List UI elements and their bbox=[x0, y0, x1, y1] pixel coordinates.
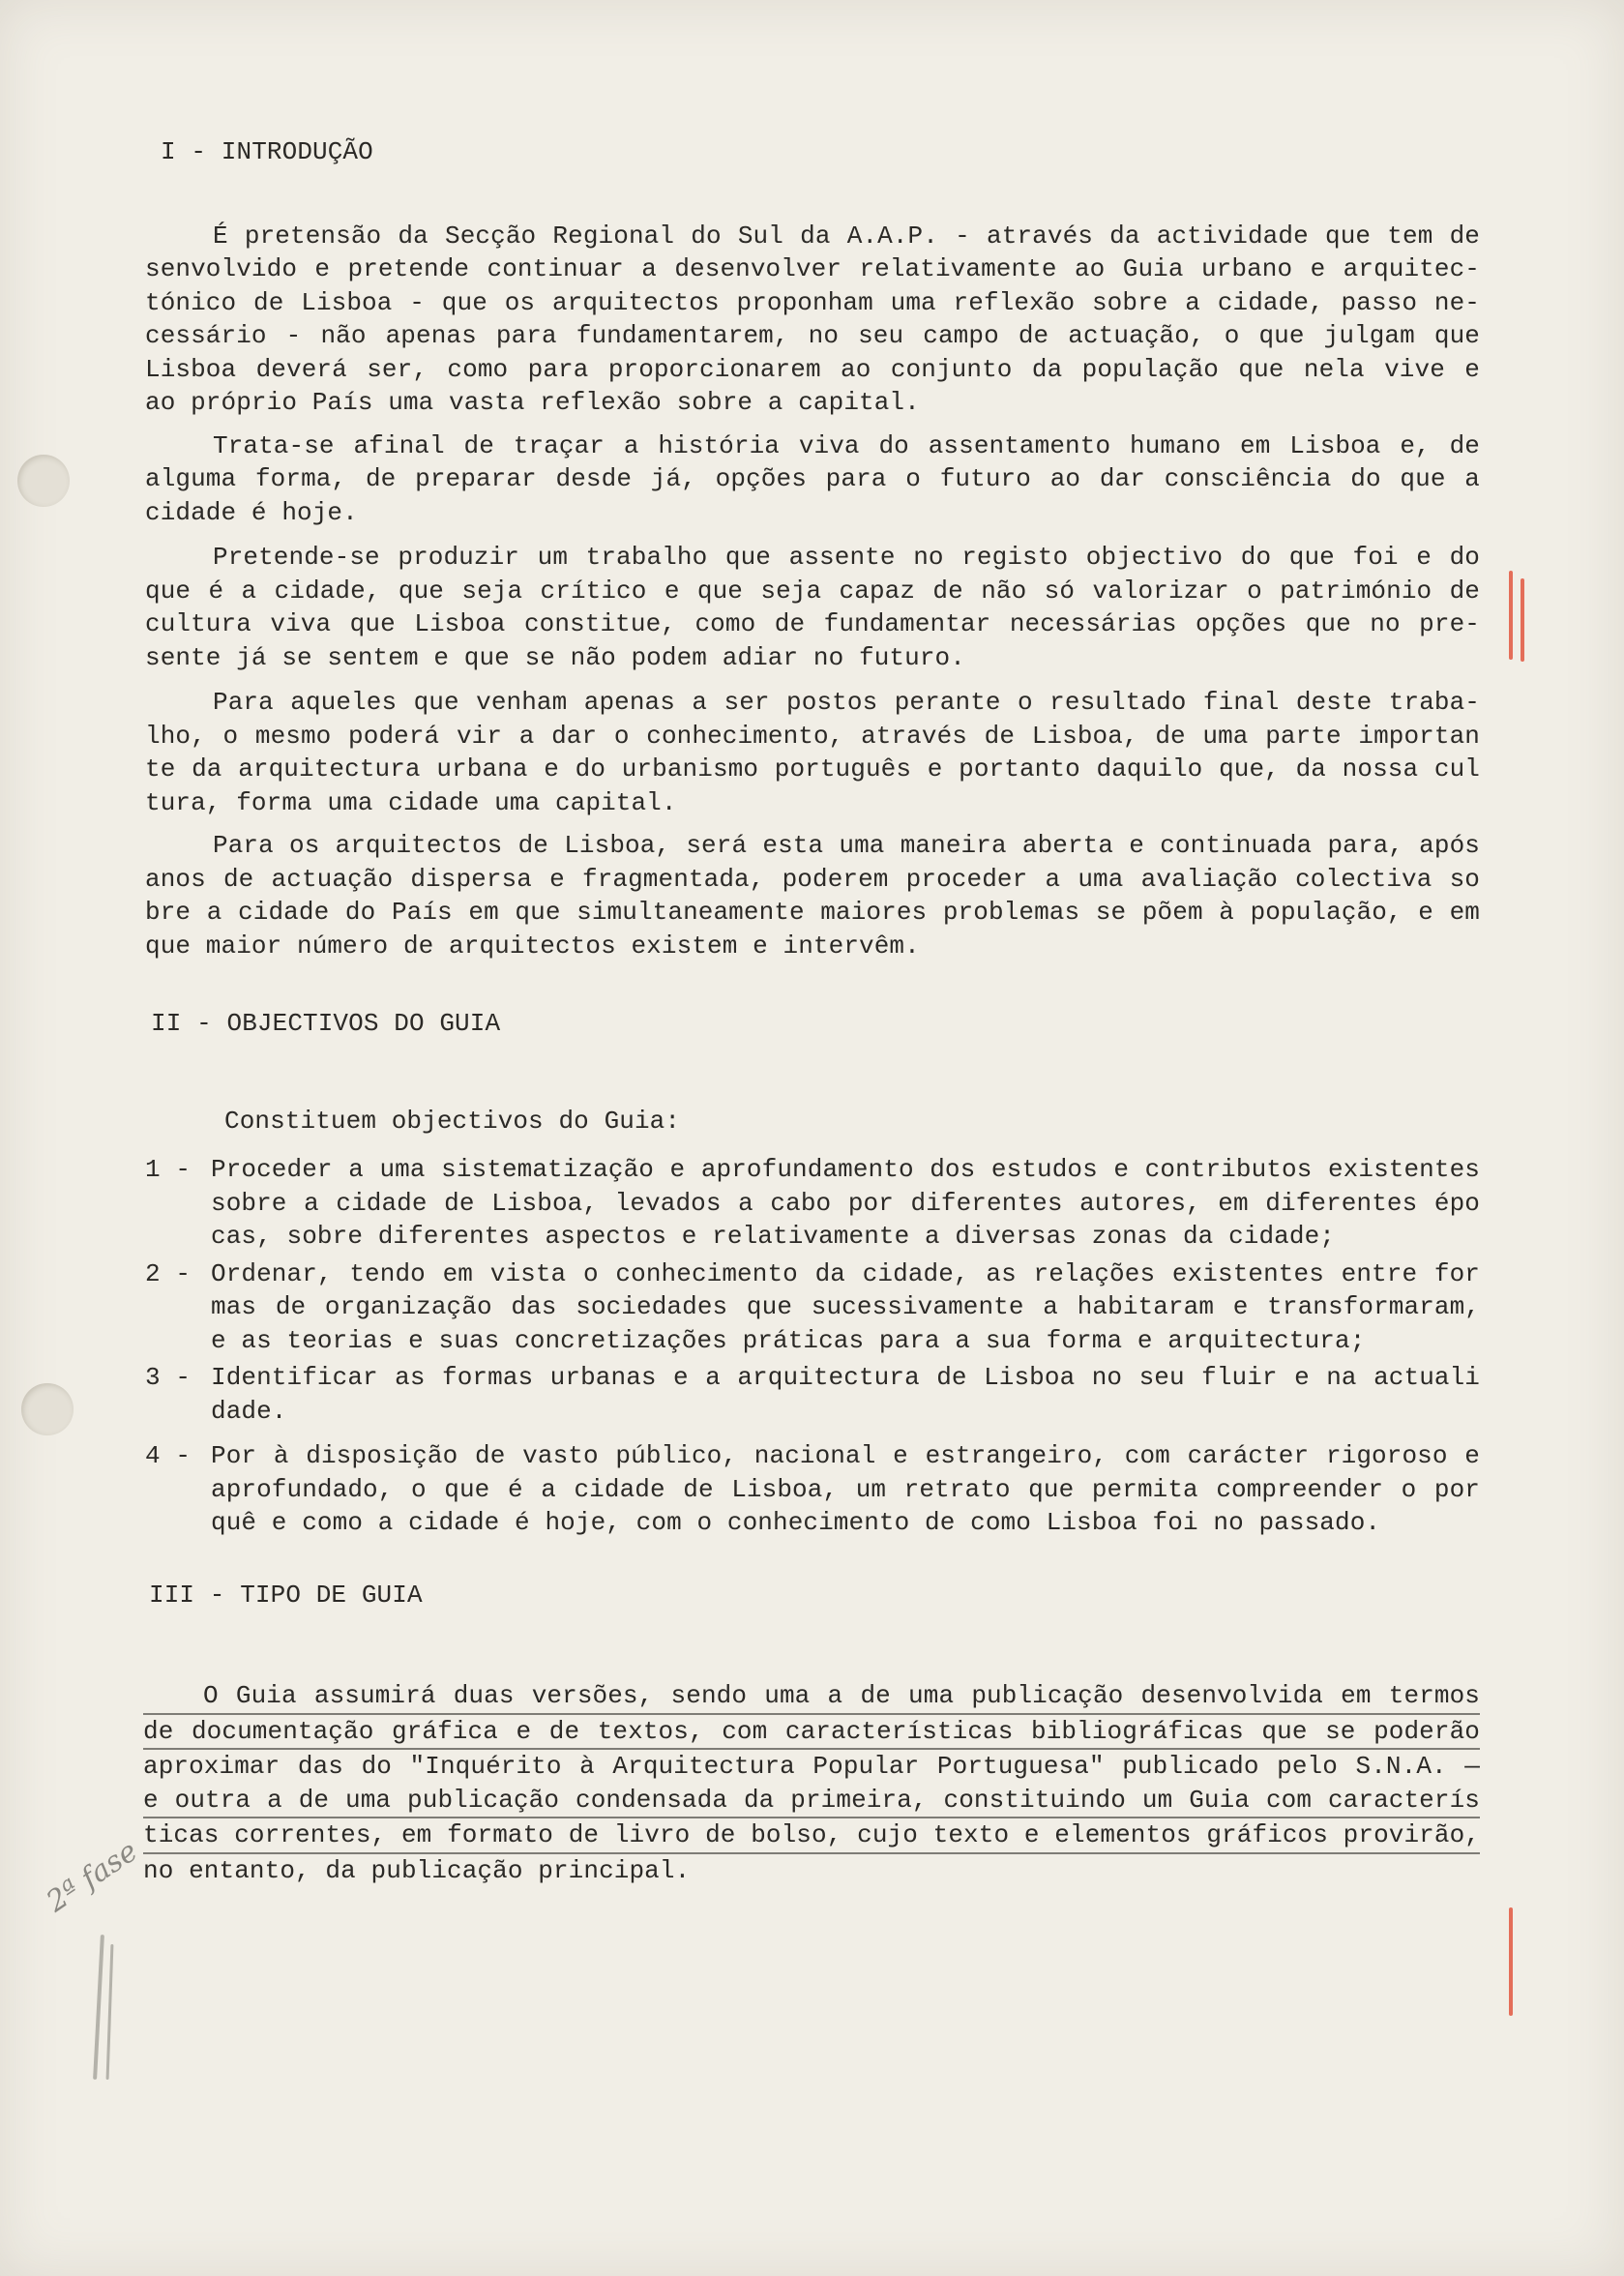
intro-paragraph-4 bbox=[145, 686, 1480, 819]
text-line: É pretensão da Secção Regional do Sul da A.A.P. - através da actividade que tem de bbox=[213, 221, 1480, 251]
text-line: e as teorias e suas concretizações práticas para a sua forma e arquitectura; bbox=[211, 1325, 1366, 1355]
text-line: te da arquitectura urbana e do urbanismo português e portanto daquilo que, da nossa cul bbox=[145, 754, 1480, 783]
text-line: O Guia assumirá duas versões, sendo uma a de uma publicação desenvolvida em termos bbox=[143, 1679, 1480, 1715]
intro-paragraph-1 bbox=[145, 220, 1480, 420]
objective-item-1 bbox=[145, 1153, 1480, 1254]
text-line: cas, sobre diferentes aspectos e relativamente a diversas zonas da cidade; bbox=[211, 1222, 1335, 1251]
handwritten-margin-note: 2ª fase bbox=[41, 1834, 144, 1920]
text-line: tura, forma uma cidade uma capital. bbox=[145, 787, 677, 817]
text-line: Ordenar, tendo em vista o conhecimento da cidade, as relações existentes entre for bbox=[211, 1258, 1480, 1288]
text-line: Pretende-se produzir um trabalho que assente no registo objectivo do que foi e do bbox=[213, 543, 1480, 572]
text-line: anos de actuação dispersa e fragmentada, poderem proceder a uma avaliação colectiva so bbox=[145, 864, 1480, 894]
text-line: que maior número de arquitectos existem e intervêm. bbox=[145, 931, 920, 961]
text-line: cidade é hoje. bbox=[145, 497, 358, 527]
red-margin-mark-2 bbox=[1521, 578, 1524, 662]
text-line: tónico de Lisboa - que os arquitectos proponham uma reflexão sobre a cidade, passo ne- bbox=[145, 287, 1480, 317]
text-line: cultura viva que Lisboa constitue, como de fundamentar necessárias opções que no pre- bbox=[145, 609, 1480, 638]
text-line: mas de organização das sociedades que sucessivamente a habitaram e transformaram, bbox=[211, 1292, 1480, 1321]
pencil-margin-mark-2 bbox=[106, 1944, 114, 2080]
text-line: Por à disposição de vasto público, nacional e estrangeiro, com carácter rigoroso e bbox=[211, 1441, 1480, 1470]
list-number: 4 - bbox=[145, 1441, 192, 1470]
text-line: alguma forma, de preparar desde já, opções para o futuro ao dar consciência do que a bbox=[145, 464, 1480, 493]
red-margin-mark-1 bbox=[1509, 571, 1513, 660]
text-line: Proceder a uma sistematização e aprofundamento dos estudos e contributos existentes bbox=[211, 1155, 1480, 1184]
intro-paragraph-5 bbox=[145, 829, 1480, 962]
text-line: quê e como a cidade é hoje, com o conhecimento de como Lisboa foi no passado. bbox=[211, 1508, 1381, 1537]
text-line: sente já se sentem e que se não podem adiar no futuro. bbox=[145, 642, 965, 672]
section-heading-introducao: I - INTRODUÇÃO bbox=[161, 137, 373, 166]
objective-item-4 bbox=[145, 1439, 1480, 1540]
text-line: cessário - não apenas para fundamentarem, no seu campo de actuação, o que julgam que bbox=[145, 321, 1480, 350]
text-line: aproximar das do "Inquérito à Arquitectura Popular Portuguesa" publicado pelo S.N.A. — bbox=[143, 1752, 1480, 1781]
text-line: Lisboa deverá ser, como para proporcionarem ao conjunto da população que nela vive e bbox=[145, 354, 1480, 384]
text-line: ticas correntes, em formato de livro de bolso, cujo texto e elementos gráficos provirão, bbox=[143, 1818, 1480, 1854]
type-paragraph bbox=[143, 1679, 1480, 1887]
text-line: senvolvido e pretende continuar a desenvolver relativamente ao Guia urbano e arquitec- bbox=[145, 254, 1480, 283]
text-line: dade. bbox=[211, 1396, 287, 1426]
text-line: bre a cidade do País em que simultaneamente maiores problemas se põem à população, e em bbox=[145, 898, 1480, 927]
list-number: 2 - bbox=[145, 1258, 192, 1288]
text-line: Constituem objectivos do Guia: bbox=[224, 1106, 681, 1136]
text-line: Para aqueles que venham apenas a ser postos perante o resultado final deste traba- bbox=[213, 688, 1480, 717]
text-line: lho, o mesmo poderá vir a dar o conhecimento, através de Lisboa, de uma parte importan bbox=[145, 721, 1480, 751]
intro-paragraph-3 bbox=[145, 541, 1480, 674]
pencil-margin-mark-1 bbox=[93, 1935, 104, 2080]
text-line: no entanto, da publicação principal. bbox=[143, 1855, 691, 1885]
text-line: que é a cidade, que seja crítico e que seja capaz de não só valorizar o património de bbox=[145, 576, 1480, 606]
objective-item-2 bbox=[145, 1257, 1480, 1358]
list-number: 1 - bbox=[145, 1155, 192, 1184]
red-margin-mark-3 bbox=[1509, 1907, 1513, 2016]
document-text bbox=[145, 135, 1480, 1887]
text-line: Para os arquitectos de Lisboa, será esta uma maneira aberta e continuada para, após bbox=[213, 831, 1480, 860]
text-line: Trata-se afinal de traçar a história viva do assentamento humano em Lisboa e, de bbox=[213, 430, 1480, 460]
text-line: sobre a cidade de Lisboa, levados a cabo por diferentes autores, em diferentes épo bbox=[211, 1188, 1480, 1218]
text-line: Identificar as formas urbanas e a arquitectura de Lisboa no seu fluir e na actuali bbox=[211, 1363, 1480, 1392]
section-heading-tipo-de-guia: III - TIPO DE GUIA bbox=[149, 1580, 423, 1610]
section-heading-objectivos: II - OBJECTIVOS DO GUIA bbox=[151, 1009, 501, 1038]
objective-item-3 bbox=[145, 1361, 1480, 1428]
intro-paragraph-2 bbox=[145, 429, 1480, 530]
text-line: de documentação gráfica e de textos, com características bibliográficas que se poderão bbox=[143, 1715, 1480, 1751]
text-line: aprofundado, o que é a cidade de Lisboa, um retrato que permita compreender o por bbox=[211, 1474, 1480, 1504]
punch-hole-top bbox=[17, 455, 70, 507]
objectives-lead bbox=[145, 1105, 1480, 1138]
text-line: e outra a de uma publicação condensada da primeira, constituindo um Guia com caracterís bbox=[143, 1784, 1480, 1819]
punch-hole-middle bbox=[21, 1383, 74, 1435]
text-line: ao próprio País uma vasta reflexão sobre a capital. bbox=[145, 388, 920, 417]
list-number: 3 - bbox=[145, 1363, 192, 1392]
